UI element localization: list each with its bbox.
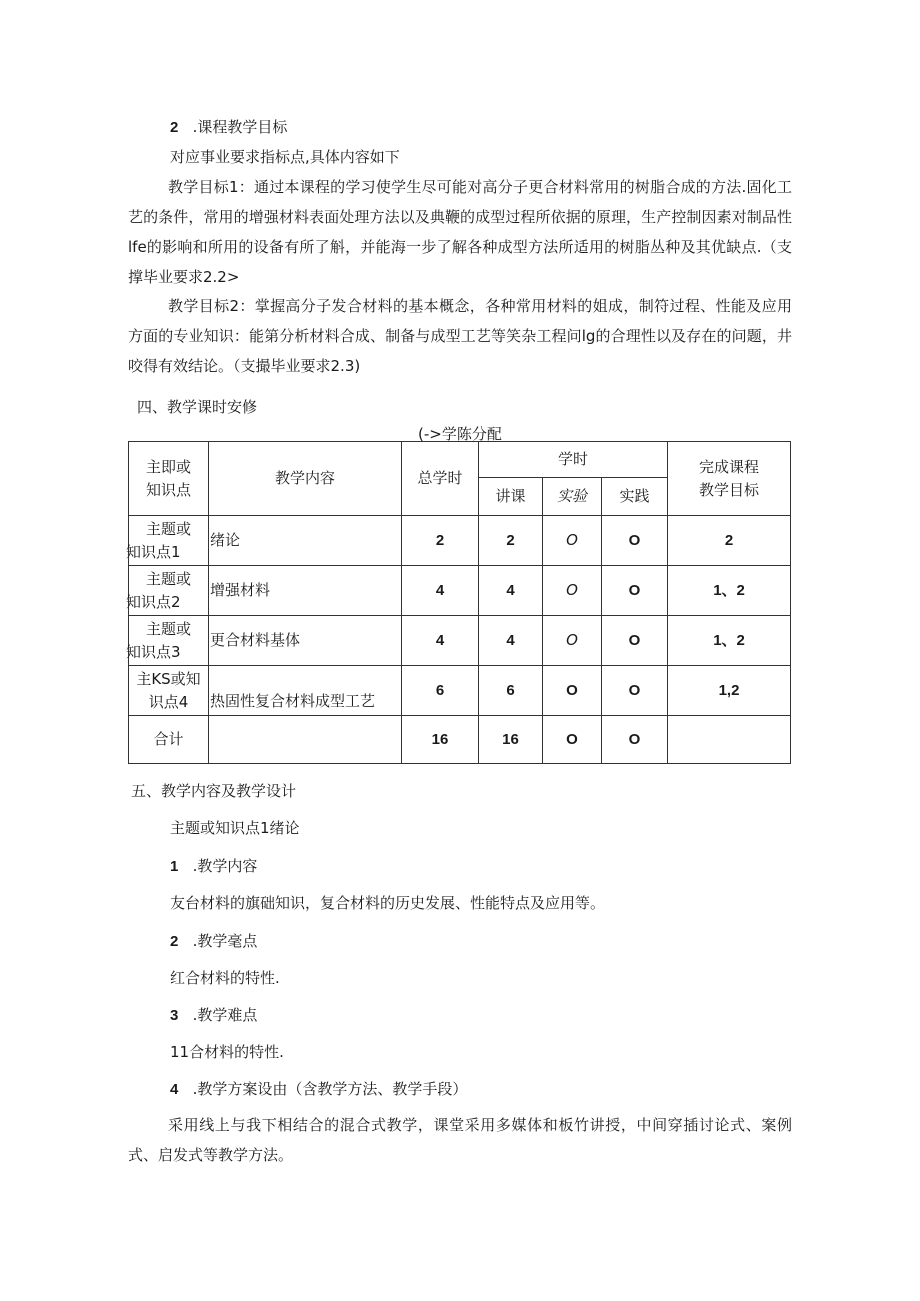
teaching-goal-1: 教学目标1：通过本课程的学习使学生尽可能对高分子更合材料常用的树脂合成的方法.固化工艺的条件，常用的增强材料表面处理方法以及典鞭的成型过程所依据的原理，生产控制因素对制品性lfe的影响和所用的设备有所了斛，并能海一步了解各种成型方法所适用的树脂丛种及其优缺点.（支撑毕业要求2.2> (128, 178, 792, 286)
row-practice: O (602, 566, 668, 616)
table-row (129, 616, 791, 666)
section2-heading (170, 117, 287, 138)
header-topic: 主即或 知识点 (129, 442, 209, 516)
row-topic: 主题或 知识点2 (129, 566, 209, 616)
row-practice: O (602, 516, 668, 566)
row-practice: O (602, 666, 668, 716)
row-lecture: 6 (479, 666, 543, 716)
header-goal: 完成课程 教学目标 (668, 442, 791, 516)
section5-topic-title: 主题或知识点1绪论 (170, 819, 300, 837)
row-content: 绪论 (209, 516, 402, 566)
row-content: 更合材料基体 (209, 616, 402, 666)
row-lecture: 4 (479, 566, 543, 616)
item-2-heading: 2 .教学毫点 (170, 932, 258, 950)
row-experiment: O (543, 616, 602, 666)
row-total: 4 (402, 566, 479, 616)
total-label: 合计 (129, 716, 209, 764)
item-3-heading: 3 .教学难点 (170, 1006, 258, 1024)
total-experiment: O (543, 716, 602, 764)
total-hours: 16 (402, 716, 479, 764)
teaching-goal-2: 教学目标2：掌握高分子发合材料的基本概念，各种常用材料的姐成，制符过程、性能及应用方面的专业知识：能第分析材料合成、制备与成型工艺等笑杂工程问lg的合理性以及存在的问题，井咬得有效结论。（支撮毕业要求2.3) (128, 297, 792, 375)
item-4-heading: 4 .教学方案设由（含教学方法、教学手段） (170, 1080, 468, 1098)
row-goal: 1,2 (668, 666, 791, 716)
table-caption: (->学陈分配 (418, 425, 502, 443)
item-4-body: 采用线上与我下相结合的混合式教学，课堂采用多媒体和板竹讲授，中间穿插讨论式、案例式、启发式等教学方法。 (128, 1116, 792, 1164)
header-practice: 实践 (602, 478, 668, 516)
row-goal: 2 (668, 516, 791, 566)
row-lecture: 4 (479, 616, 543, 666)
row-total: 2 (402, 516, 479, 566)
total-lecture: 16 (479, 716, 543, 764)
row-experiment: O (543, 566, 602, 616)
section5-heading: 五、教学内容及教学设计 (131, 782, 297, 800)
row-topic: 主题或 知识点3 (129, 616, 209, 666)
row-total: 4 (402, 616, 479, 666)
row-goal: 1、2 (668, 566, 791, 616)
schedule-table (128, 441, 791, 764)
row-experiment: O (543, 666, 602, 716)
total-row (129, 716, 791, 764)
table-row (129, 666, 791, 716)
item-2-body: 红合材料的特性. (170, 969, 280, 987)
header-hours: 学时 (479, 442, 668, 478)
item-3-body: 11合材料的特性. (170, 1043, 284, 1061)
row-lecture: 2 (479, 516, 543, 566)
item-1-body: 友台材料的旗础知识，复合材料的历史发展、性能特点及应用等。 (170, 894, 606, 912)
row-content: 增强材料 (209, 566, 402, 616)
row-total: 6 (402, 666, 479, 716)
section2-number: 2 (170, 119, 179, 136)
table-row (129, 516, 791, 566)
header-content: 教学内容 (209, 442, 402, 516)
table-row (129, 566, 791, 616)
row-content: 热固性复合材料成型工艺 (209, 666, 402, 716)
total-content (209, 716, 402, 764)
total-goal (668, 716, 791, 764)
section2-intro: 对应事业要求指标点,具体内容如下 (170, 148, 400, 166)
item-1-heading: 1 .教学内容 (170, 857, 258, 875)
row-topic: 主题或 知识点1 (129, 516, 209, 566)
total-practice: O (602, 716, 668, 764)
row-topic: 主KS或知 识点4 (129, 666, 209, 716)
header-lecture: 讲课 (479, 478, 543, 516)
row-experiment: O (543, 516, 602, 566)
section2-title: .课程教学目标 (192, 118, 288, 136)
row-practice: O (602, 616, 668, 666)
header-experiment: 实验 (543, 478, 602, 516)
section4-heading: 四、教学课时安修 (137, 398, 258, 416)
row-goal: 1、2 (668, 616, 791, 666)
header-total: 总学时 (402, 442, 479, 516)
